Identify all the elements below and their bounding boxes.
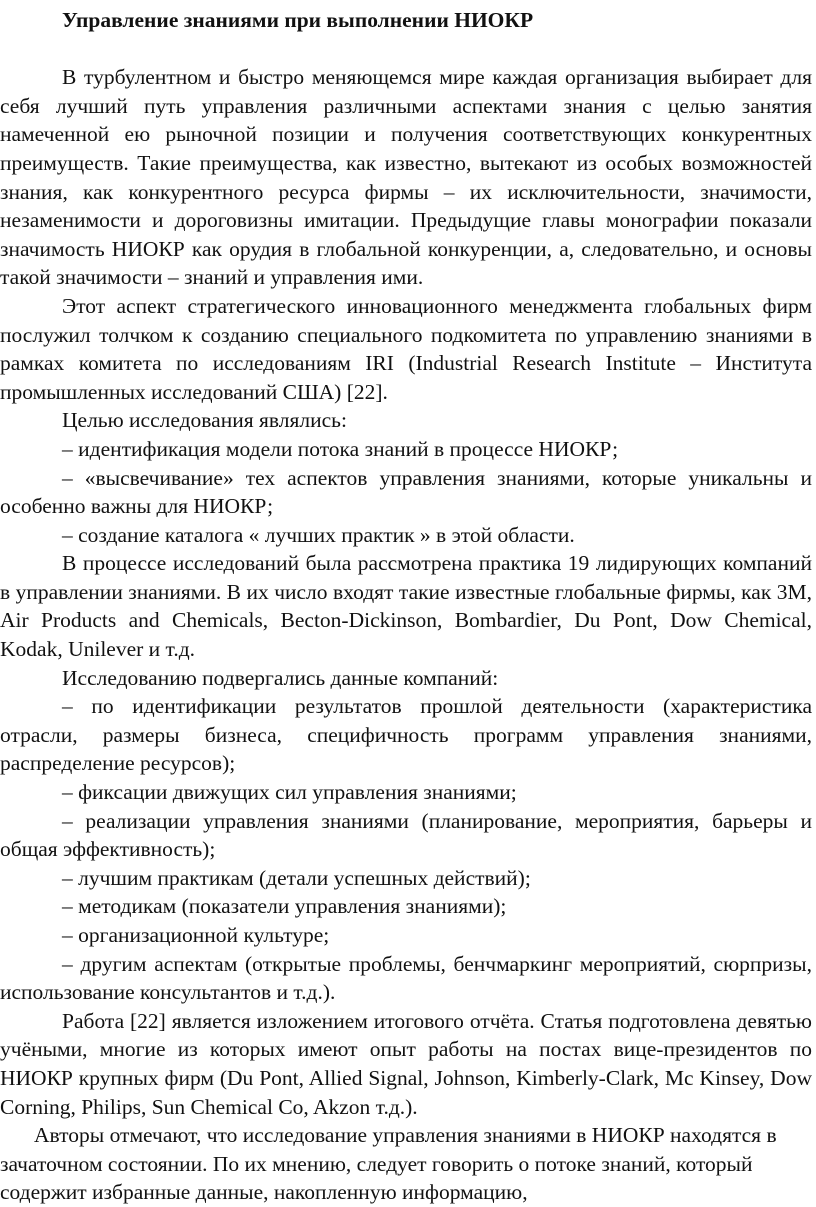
list-item-data-2: – фиксации движущих сил управления знаниями;: [62, 780, 517, 805]
paragraph-research-goals: Целью исследования являлись:: [62, 408, 347, 433]
list-item-data-4: – лучшим практикам (детали успешных действий);: [62, 865, 531, 890]
list-item-data-5: – методикам (показатели управления знаниями);: [62, 894, 507, 919]
list-item-data-6: – организационной культуре;: [62, 923, 330, 947]
list-item-data-7: – другим аспектам (открытые проблемы, бенчмаркинг мероприятий, сюрпризы, использование консультантов и т.д.).: [0, 951, 812, 1005]
list-item-data-3: – реализации управления знаниями (планирование, мероприятия, барьеры и общая эффективность);: [0, 808, 812, 862]
list-item-goal-2: – «высвечивание» тех аспектов управления знаниями, которые уникальны и особенно важны для НИОКР;: [0, 465, 812, 519]
list-item-data-1: – по идентификации результатов прошлой деятельности (характеристика отрасли, размеры бизнеса, специфичность программ управления знаниями, распределение ресурсов);: [0, 694, 812, 776]
paragraph-companies: В процессе исследований была рассмотрена практика 19 лидирующих компаний в управлении знаниями. В их число входят такие известные глобальные фирмы, как 3M, Air Products and Chemicals, Becton-Dickinson, Bombardier, Du Pont, Dow Chemical, Kodak, Unilever и т.д.: [0, 551, 812, 662]
list-item-goal-3: – создание каталога « лучших практик » в этой области.: [62, 522, 575, 547]
paragraph-intro: В турбулентном и быстро меняющемся мире каждая организация выбирает для себя лучший путь управления различными аспектами знания с целью занятия намеченной ею рыночной позиции и получения соответствующих конкурентных преимуществ. Такие преимущества, как известно, вытекают из особых возможностей знания, как конкурентного ресурса фирмы – их исключительности, значимости, незаменимости и дороговизны имитации. Предыдущие главы монографии показали значимость НИОКР как орудия в глобальной конкуренции, а, следовательно, и основы такой значимости – знаний и управления ими.: [0, 65, 812, 290]
paragraph-authors: Авторы отмечают, что исследование управления знаниями в НИОКР находятся в зачаточном состоянии. По их мнению, следует говорить о потоке знаний, который содержит избранные данные, накопленную информацию,: [0, 1123, 777, 1205]
paragraph-company-data: Исследованию подвергались данные компаний:: [62, 665, 499, 690]
paragraph-iri-subcommittee: Этот аспект стратегического инновационного менеджмента глобальных фирм послужил толчком к созданию специального подкомитета по управлению знаниями в рамках комитета по исследованиям IRI (Industrial Research Institute – Института промышленных исследований США) [22].: [0, 293, 812, 404]
paragraph-report: Работа [22] является изложением итогового отчёта. Статья подготовлена девятью учёными, многие из которых имеют опыт работы на постах вице-президентов по НИОКР крупных фирм (Du Pont, Allied Signal, Johnson, Kimberly-Clark, Mc Kinsey, Dow Corning, Philips, Sun Chemical Co, Akzon т.д.).: [0, 1008, 812, 1119]
document-title: Управление знаниями при выполнении НИОКР: [62, 8, 534, 32]
list-item-goal-1: – идентификация модели потока знаний в процессе НИОКР;: [62, 436, 619, 461]
